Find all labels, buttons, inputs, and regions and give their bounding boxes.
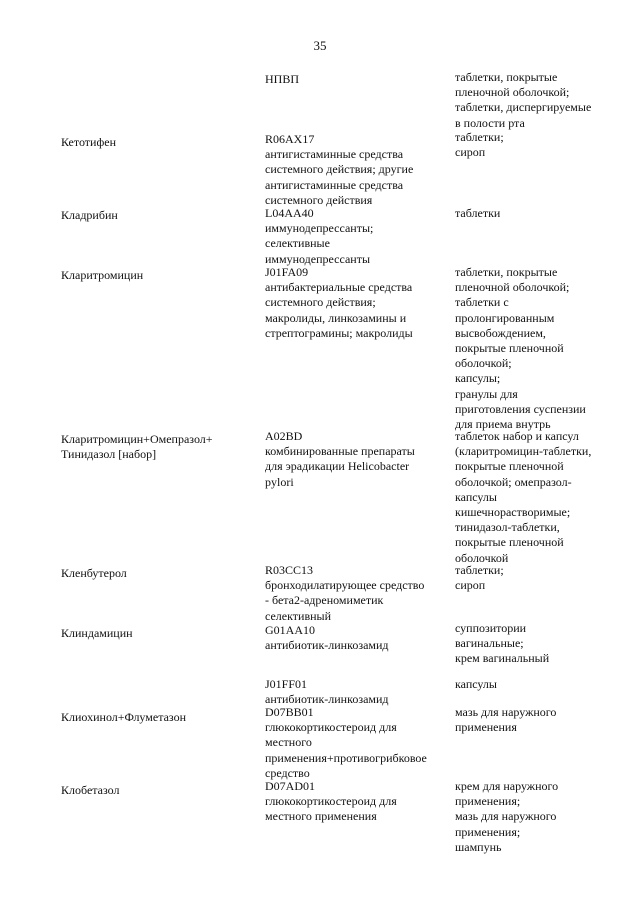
atc-code-cell: J01FF01 антибиотик-линкозамид [265,677,389,707]
dosage-form-cell: крем для наружного применения; мазь для наружного применения; шампунь [455,779,559,854]
atc-code-cell: D07BB01 глюкокортикостероид для местного применения+противогрибковое средство [265,705,427,780]
atc-code-cell: НПВП [265,72,300,86]
atc-code-cell: D07AD01 глюкокортикостероид для местного применения [265,779,397,824]
atc-code-cell: G01AA10 антибиотик-линкозамид [265,623,389,653]
dosage-form-cell: таблетки; сироп [455,130,504,160]
dosage-form-cell: таблетки; сироп [455,563,504,593]
drug-name-cell: Клиохинол+Флуметазон [61,710,186,724]
dosage-form-cell: таблетки, покрытые пленочной оболочкой; таблетки, диспергируемые в полости рта [455,70,592,130]
dosage-form-cell: таблетки [455,206,501,220]
atc-code-cell: L04AA40 иммунодепрессанты; селективные иммунодепрессанты [265,206,374,266]
dosage-form-cell: мазь для наружного применения [455,705,557,735]
drug-name-cell: Кларитромицин [61,268,144,282]
dosage-form-cell: таблеток набор и капсул (кларитромицин-таблетки, покрытые пленочной оболочкой; омепразол- капсулы кишечнорастворимые; тинидазол-таблетки, покрытые пленочной оболочкой [455,429,592,565]
drug-name-cell: Кленбутерол [61,566,127,580]
dosage-form-cell: таблетки, покрытые пленочной оболочкой; таблетки с пролонгированным высвобождением, покрытые пленочной оболочкой; капсулы; гранулы для приготовления суспензии для приема внутрь [455,265,586,432]
drug-name-cell: Кларитромицин+Омепразол+ Тинидазол [набор] [61,432,213,462]
atc-code-cell: R03CC13 бронходилатирующее средство - бета2-адреномиметик селективный [265,563,425,623]
atc-code-cell: R06AX17 антигистаминные средства системного действия; другие антигистаминные средства системного действия [265,132,414,207]
dosage-form-cell: суппозитории вагинальные; крем вагинальный [455,621,550,666]
page-number: 35 [313,38,327,53]
dosage-form-cell: капсулы [455,677,497,691]
drug-name-cell: Кладрибин [61,208,118,222]
atc-code-cell: A02BD комбинированные препараты для эрадикации Helicobacter pylori [265,429,415,489]
drug-name-cell: Клиндамицин [61,626,133,640]
drug-name-cell: Клобетазол [61,783,120,797]
atc-code-cell: J01FA09 антибактериальные средства системного действия; макролиды, линкозамины и стрептограмины; макролиды [265,265,413,340]
drug-name-cell: Кетотифен [61,135,116,149]
